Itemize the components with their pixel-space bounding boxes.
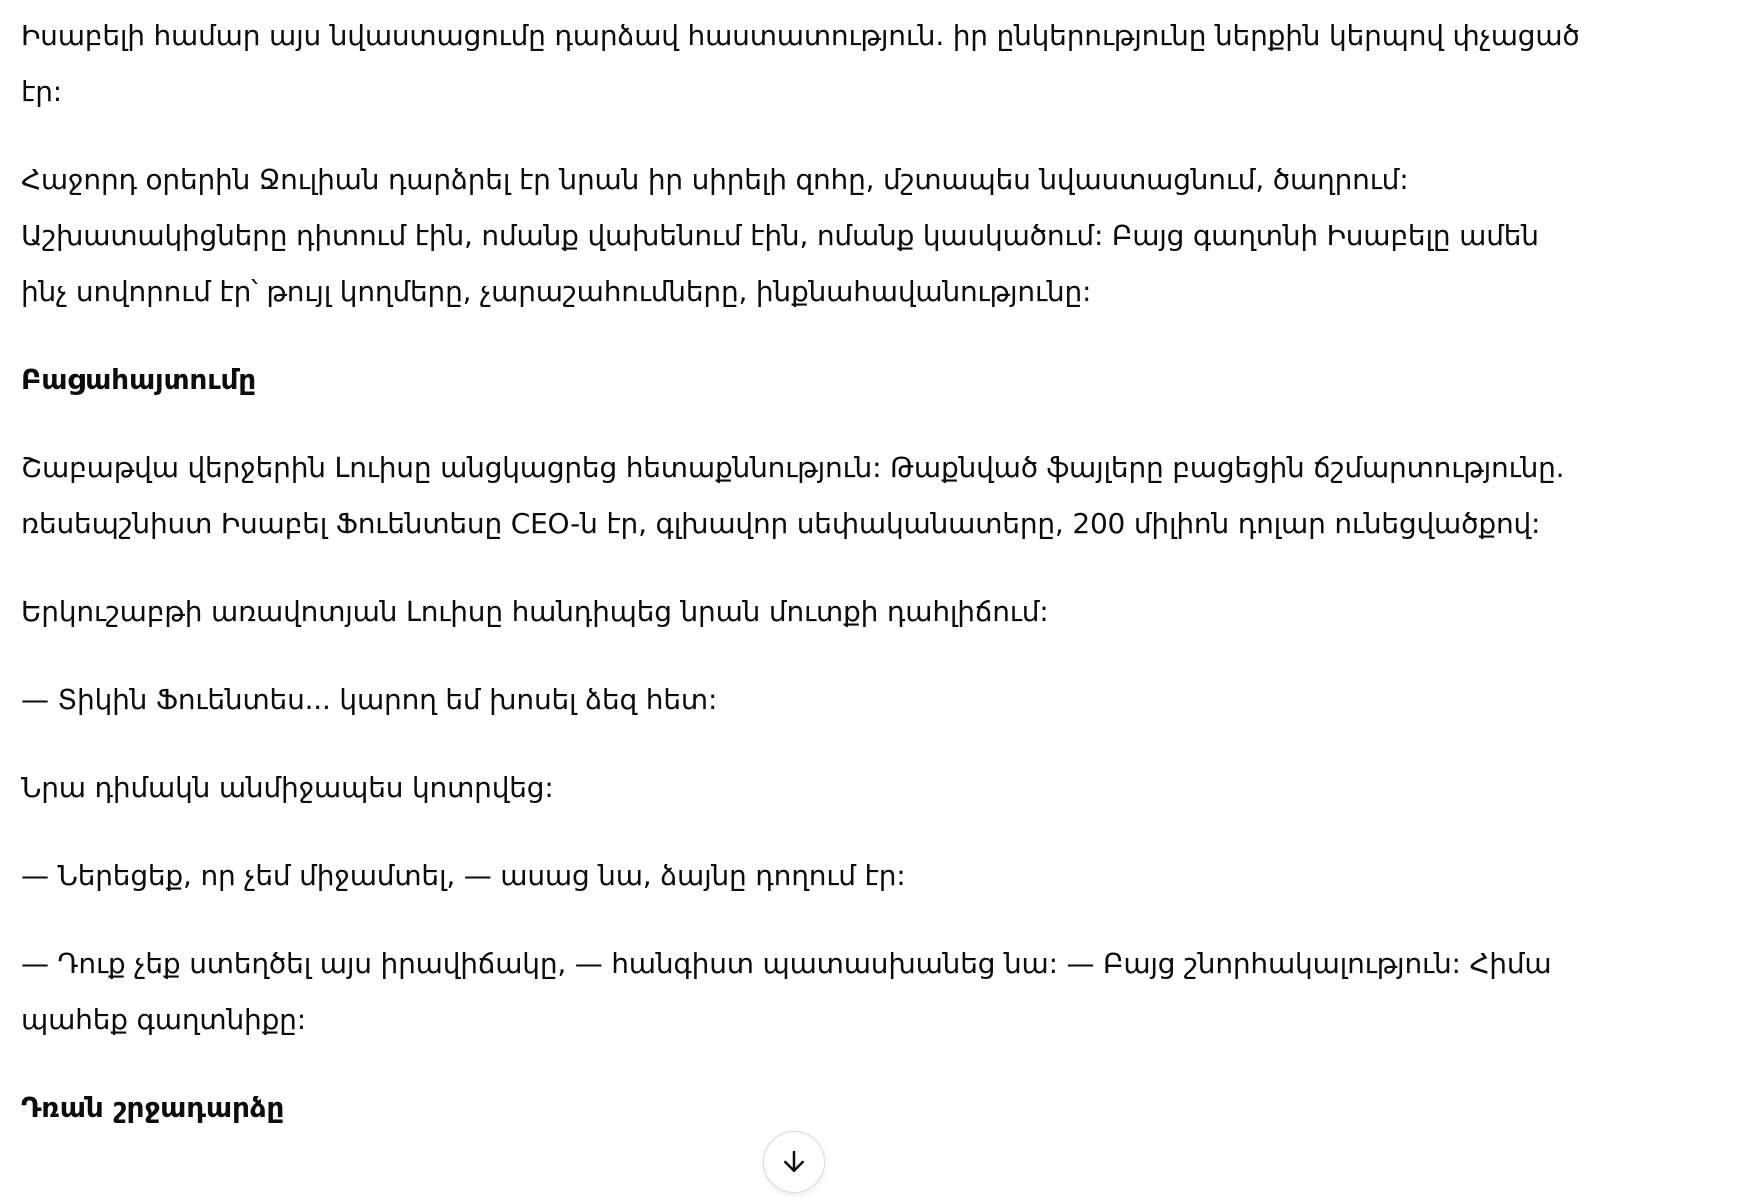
section-heading-revelation: Բացահայտումը (21, 363, 256, 396)
paragraph-7: — Ներեցեք, որ չեմ միջամտել, — ասաց նա, ձայնը դողում էր: (21, 859, 906, 892)
article-content (21, 8, 1581, 1168)
scroll-down-button[interactable] (763, 1131, 825, 1193)
paragraph-6: Նրա դիմակն անմիջապես կոտրվեց: (21, 771, 554, 804)
arrow-down-icon (779, 1147, 809, 1177)
paragraph-5: — Տիկին Ֆուենտես... կարող եմ խոսել ձեզ հետ: (21, 683, 718, 716)
paragraph-1: Իսաբելի համար այս նվաստացումը դարձավ հաստատություն. իր ընկերությունը ներքին կերպով փչացած էր: (21, 19, 1580, 108)
section-heading-door-turn: Դռան շրջադարձը (21, 1091, 285, 1124)
paragraph-8: — Դուք չեք ստեղծել այս իրավիճակը, — հանգիստ պատասխանեց նա: — Բայց շնորհակալություն: Հիմա պահեք գաղտնիքը: (21, 947, 1552, 1036)
paragraph-2: Հաջորդ օրերին Ջուլիան դարձրել էր նրան իր սիրելի զոհը, մշտապես նվաստացնում, ծաղրում: Աշխատակիցները դիտում էին, ոմանք վախենում էին, ոմանք կասկածում: Բայց գաղտնի Իսաբելը ամեն ինչ սովորում էր՝ թույլ կողմերը, չարաշահումները, ինքնահավանությունը: (21, 163, 1539, 308)
paragraph-3: Շաբաթվա վերջերին Լուիսը անցկացրեց հետաքննություն: Թաքնված ֆայլերը բացեցին ճշմարտությունը. ռեսեպշնիստ Իսաբել Ֆուենտեսը CEO-ն էր, գլխավոր սեփականատերը, 200 միլիոն դոլար ունեցվածքով: (21, 451, 1565, 540)
paragraph-4: Երկուշաբթի առավոտյան Լուիսը հանդիպեց նրան մուտքի դահլիճում: (21, 595, 1049, 628)
